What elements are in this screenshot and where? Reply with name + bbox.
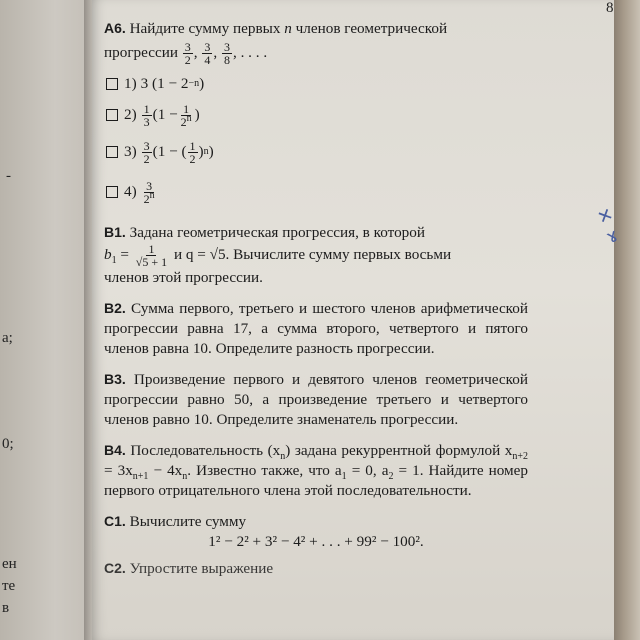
b4-label: В4. bbox=[104, 442, 126, 458]
c1-formula: 1² − 2² + 3² − 4² + . . . + 99² − 100². bbox=[208, 533, 424, 550]
var-b: b bbox=[104, 245, 112, 263]
option-number: 3) bbox=[124, 143, 137, 160]
subscript: n+2 bbox=[512, 451, 528, 463]
corner-fragment: 8 bbox=[606, 0, 614, 16]
option-fraction: $\frac{3}{2}$ bbox=[143, 138, 150, 166]
left-fragment: ен bbox=[2, 556, 17, 572]
option-fraction: $\frac{3}{2^n}$ bbox=[143, 178, 155, 206]
b2-label: В2. bbox=[104, 300, 126, 316]
problem-a6 bbox=[104, 18, 528, 212]
b1-fraction: $\frac{1}{√5 + 1}$ bbox=[135, 242, 168, 269]
b4-text: ) задана рекуррентной bbox=[285, 442, 432, 459]
b4-text: − 4x bbox=[148, 462, 183, 479]
b4-text: формулой x bbox=[435, 442, 513, 459]
paren: ) bbox=[208, 143, 214, 160]
c1-line-1 bbox=[104, 511, 528, 532]
c2-text: Упростите выражение bbox=[129, 560, 274, 577]
b4-text: = 3x bbox=[104, 462, 133, 479]
pen-scribble-mark: ✕ ɤ bbox=[594, 203, 622, 249]
option-inner-fraction: $\frac{1}{2}$ bbox=[189, 138, 196, 166]
answer-option-2[interactable] bbox=[104, 98, 528, 132]
problem-c2-partial bbox=[104, 558, 528, 579]
b1-line-2 bbox=[104, 243, 528, 268]
subscript: n+1 bbox=[132, 471, 149, 483]
answer-option-3[interactable]: 3) $\frac{3}{2}$ (1 − ( $\frac{1}{2}$ ) n ) bbox=[104, 132, 528, 172]
seq-ellipsis: , . . . . bbox=[232, 43, 268, 61]
answer-checkbox[interactable] bbox=[106, 186, 118, 198]
a6-line-2: прогрессии $\frac{3}{2}$ , $\frac{3}{4}$ , $\frac{3}{8}$ , . . . . bbox=[104, 40, 268, 67]
answer-checkbox[interactable] bbox=[106, 78, 118, 90]
left-fragment: a; bbox=[2, 330, 13, 346]
b4-text: = 0, a bbox=[346, 462, 389, 479]
problem-b2 bbox=[104, 298, 528, 359]
subscript: 1 bbox=[111, 255, 117, 267]
answer-option-1[interactable]: 1) 3 (1 − 2 −n ) bbox=[104, 70, 528, 98]
seq-term-1: $\frac{3}{2}$ bbox=[184, 40, 191, 67]
a6-label: А6. bbox=[104, 20, 126, 36]
left-fragment: - bbox=[6, 168, 11, 184]
option-expression: (1 − bbox=[152, 106, 178, 123]
b1-line-3: членов этой прогрессии. bbox=[104, 269, 263, 286]
option-expression: (1 − ( bbox=[152, 143, 187, 160]
problem-list bbox=[104, 18, 528, 589]
problem-b1 bbox=[104, 222, 528, 288]
subscript: n bbox=[280, 451, 286, 463]
b1-label: В1. bbox=[104, 224, 126, 240]
subscript: 2 bbox=[388, 471, 394, 483]
b3-text: Произведение первого и девятого членов геометрической прогрессии равно 50, а произведение третьего и четвертого членов равно 10. Определите знаменатель прогрессии. bbox=[104, 371, 528, 428]
b4-text: a bbox=[334, 462, 342, 479]
b1-text: Задана геометрическая прогрессия, в которой bbox=[129, 224, 425, 241]
problem-c1 bbox=[104, 511, 528, 552]
right-page-edge bbox=[614, 0, 640, 640]
seq-term-2: $\frac{3}{4}$ bbox=[204, 40, 211, 67]
paren: ) bbox=[199, 75, 205, 92]
option-number: 1) bbox=[124, 75, 137, 92]
answer-checkbox[interactable] bbox=[106, 146, 118, 158]
paren: ) bbox=[198, 143, 204, 160]
left-page bbox=[0, 0, 92, 640]
b4-text: Последовательность (x bbox=[130, 442, 281, 459]
option-fraction: $\frac{1}{3}$ bbox=[143, 101, 150, 129]
equals: = bbox=[116, 245, 133, 263]
seq-term-3: $\frac{3}{8}$ bbox=[223, 40, 230, 67]
a6-text: прогрессии bbox=[104, 43, 178, 61]
answer-checkbox[interactable] bbox=[106, 109, 118, 121]
a6-line-1 bbox=[104, 18, 528, 39]
left-fragment: те bbox=[2, 578, 16, 594]
c1-label: С1. bbox=[104, 513, 126, 529]
b1-line-1 bbox=[104, 222, 528, 243]
b4-text: = 1. Найдите номер первого отрицательного члена этой последовательности. bbox=[104, 462, 529, 499]
paren: ) bbox=[194, 106, 200, 123]
option-number: 2) bbox=[124, 106, 137, 123]
var-n: n bbox=[284, 20, 292, 37]
b1-text: и q = √5. Вычислите сумму первых восьми bbox=[170, 245, 452, 263]
answer-option-4[interactable] bbox=[104, 172, 528, 212]
subscript: n bbox=[182, 471, 188, 483]
left-fragment: 0; bbox=[2, 436, 14, 452]
subscript: 1 bbox=[341, 471, 347, 483]
a6-text: членов геометрической bbox=[295, 20, 448, 37]
option-expression: 3 (1 − 2 bbox=[140, 75, 189, 92]
c1-text: Вычислите сумму bbox=[129, 513, 247, 530]
problem-b4 bbox=[104, 440, 528, 501]
problem-b3 bbox=[104, 369, 528, 430]
b3-label: В3. bbox=[104, 371, 126, 387]
b2-text: Сумма первого, третьего и шестого членов арифметической прогрессии равна 17, а сумма второго, четвертого и пятого членов равна 10. Определите разность прогрессии. bbox=[104, 300, 529, 357]
a6-text: Найдите сумму первых bbox=[129, 20, 281, 37]
c2-label: С2. bbox=[104, 560, 126, 576]
option-inner-fraction: $\frac{1}{2^n}$ bbox=[180, 101, 192, 129]
b4-text: . Известно также, что bbox=[187, 462, 330, 479]
option-number: 4) bbox=[124, 183, 137, 200]
left-fragment: в bbox=[2, 600, 10, 616]
